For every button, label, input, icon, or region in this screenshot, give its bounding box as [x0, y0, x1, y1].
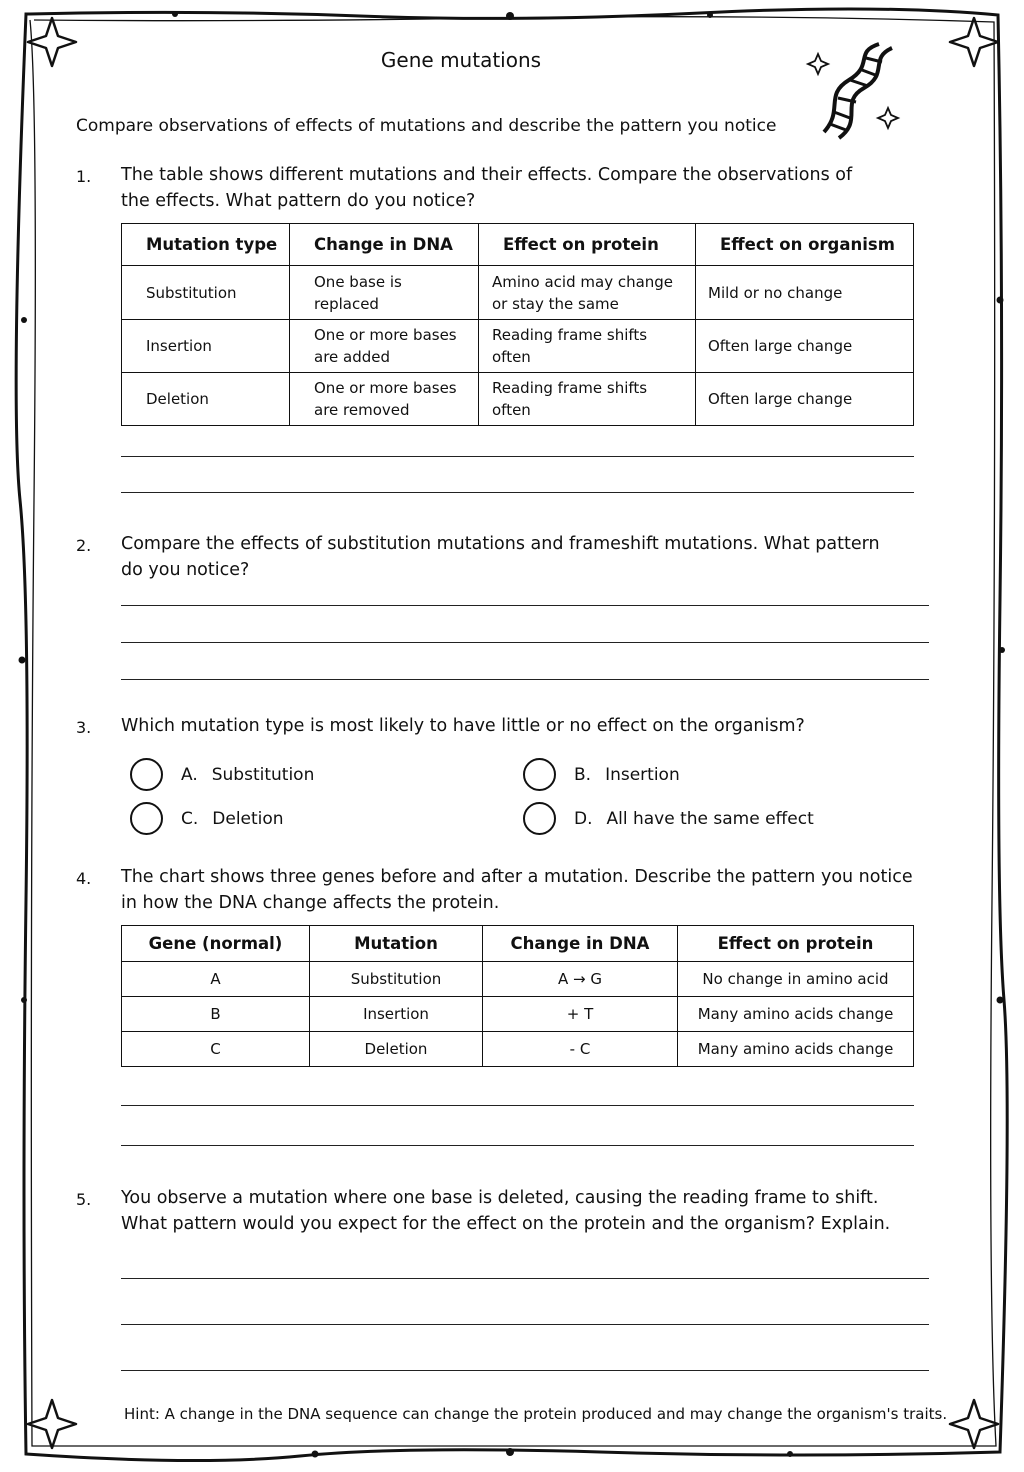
answer-line[interactable]	[121, 492, 914, 493]
question-3-text: Which mutation type is most likely to have little or no effect on the organism?	[121, 716, 805, 736]
table-cell: B	[122, 997, 310, 1032]
mutation-effects-table	[121, 223, 914, 426]
radio-circle-icon[interactable]	[130, 802, 163, 835]
table-cell: Mild or no change	[696, 266, 914, 320]
radio-circle-icon[interactable]	[130, 758, 163, 791]
table-cell: Often large change	[696, 373, 914, 426]
table-cell: A → G	[483, 962, 678, 997]
option-d[interactable]	[523, 802, 814, 835]
answer-line[interactable]	[121, 1145, 914, 1146]
table-header-row	[122, 224, 914, 266]
option-label: Insertion	[605, 764, 680, 785]
question-4-number: 4.	[76, 869, 92, 888]
answer-line[interactable]	[121, 1370, 929, 1371]
table-cell: One or more bases are removed	[290, 373, 479, 426]
table-cell: - C	[483, 1032, 678, 1067]
table-header-cell: Change in DNA	[483, 926, 678, 962]
table-cell: Substitution	[310, 962, 483, 997]
table-cell: A	[122, 962, 310, 997]
table-header-cell: Effect on protein	[479, 224, 696, 266]
question-2-number: 2.	[76, 536, 92, 555]
question-5-number: 5.	[76, 1190, 92, 1209]
table-cell: Deletion	[122, 373, 290, 426]
option-letter: B.	[574, 764, 592, 785]
table-row	[122, 962, 914, 997]
option-label: All have the same effect	[606, 808, 814, 829]
table-row	[122, 266, 914, 320]
page-title: Gene mutations	[380, 48, 542, 72]
answer-line[interactable]	[121, 1278, 929, 1279]
table-header-cell: Mutation	[310, 926, 483, 962]
table-cell: One or more bases are added	[290, 320, 479, 373]
gene-mutation-table	[121, 925, 914, 1067]
table-cell: One base is replaced	[290, 266, 479, 320]
answer-line[interactable]	[121, 1324, 929, 1325]
answer-line[interactable]	[121, 679, 929, 680]
table-header-cell: Effect on protein	[678, 926, 914, 962]
table-row	[122, 373, 914, 426]
table-cell: C	[122, 1032, 310, 1067]
question-5-text: You observe a mutation where one base is deleted, causing the reading frame to shift. What pattern would you expect for the effect on the protein and the organism? Explain.	[121, 1188, 891, 1234]
table-cell: Insertion	[310, 997, 483, 1032]
table-header-row	[122, 926, 914, 962]
question-4-text: The chart shows three genes before and after a mutation. Describe the pattern you notice in how the DNA change affects the protein.	[121, 867, 913, 913]
table-cell: Often large change	[696, 320, 914, 373]
intro-text: Compare observations of effects of mutations and describe the pattern you notice	[76, 116, 777, 136]
question-1-text: The table shows different mutations and their effects. Compare the observations of the effects. What pattern do you notice?	[121, 165, 853, 211]
table-cell: Reading frame shifts often	[479, 320, 696, 373]
question-1-number: 1.	[76, 167, 92, 186]
table-row	[122, 997, 914, 1032]
table-cell: Deletion	[310, 1032, 483, 1067]
question-2-text: Compare the effects of substitution mutations and frameshift mutations. What pattern do you notice?	[121, 534, 880, 580]
option-c[interactable]	[130, 802, 284, 835]
question-3-number: 3.	[76, 718, 92, 737]
table-row	[122, 1032, 914, 1067]
table-cell: Substitution	[122, 266, 290, 320]
table-cell: Amino acid may change or stay the same	[479, 266, 696, 320]
answer-line[interactable]	[121, 456, 914, 457]
option-a[interactable]	[130, 758, 314, 791]
radio-circle-icon[interactable]	[523, 758, 556, 791]
table-cell: No change in amino acid	[678, 962, 914, 997]
table-cell: Reading frame shifts often	[479, 373, 696, 426]
answer-line[interactable]	[121, 605, 929, 606]
table-cell: Insertion	[122, 320, 290, 373]
table-header-cell: Change in DNA	[290, 224, 479, 266]
table-header-cell: Gene (normal)	[122, 926, 310, 962]
option-b[interactable]	[523, 758, 680, 791]
option-letter: D.	[574, 808, 593, 829]
option-letter: A.	[181, 764, 198, 785]
table-cell: + T	[483, 997, 678, 1032]
table-cell: Many amino acids change	[678, 1032, 914, 1067]
option-label: Substitution	[211, 764, 315, 785]
option-label: Deletion	[212, 808, 284, 829]
radio-circle-icon[interactable]	[523, 802, 556, 835]
hint-text: Hint: A change in the DNA sequence can change the protein produced and may change the organism's traits.	[124, 1405, 948, 1423]
table-cell: Many amino acids change	[678, 997, 914, 1032]
table-header-cell: Effect on organism	[696, 224, 914, 266]
option-letter: C.	[181, 808, 199, 829]
answer-line[interactable]	[121, 1105, 914, 1106]
table-header-cell: Mutation type	[122, 224, 290, 266]
answer-line[interactable]	[121, 642, 929, 643]
table-row	[122, 320, 914, 373]
